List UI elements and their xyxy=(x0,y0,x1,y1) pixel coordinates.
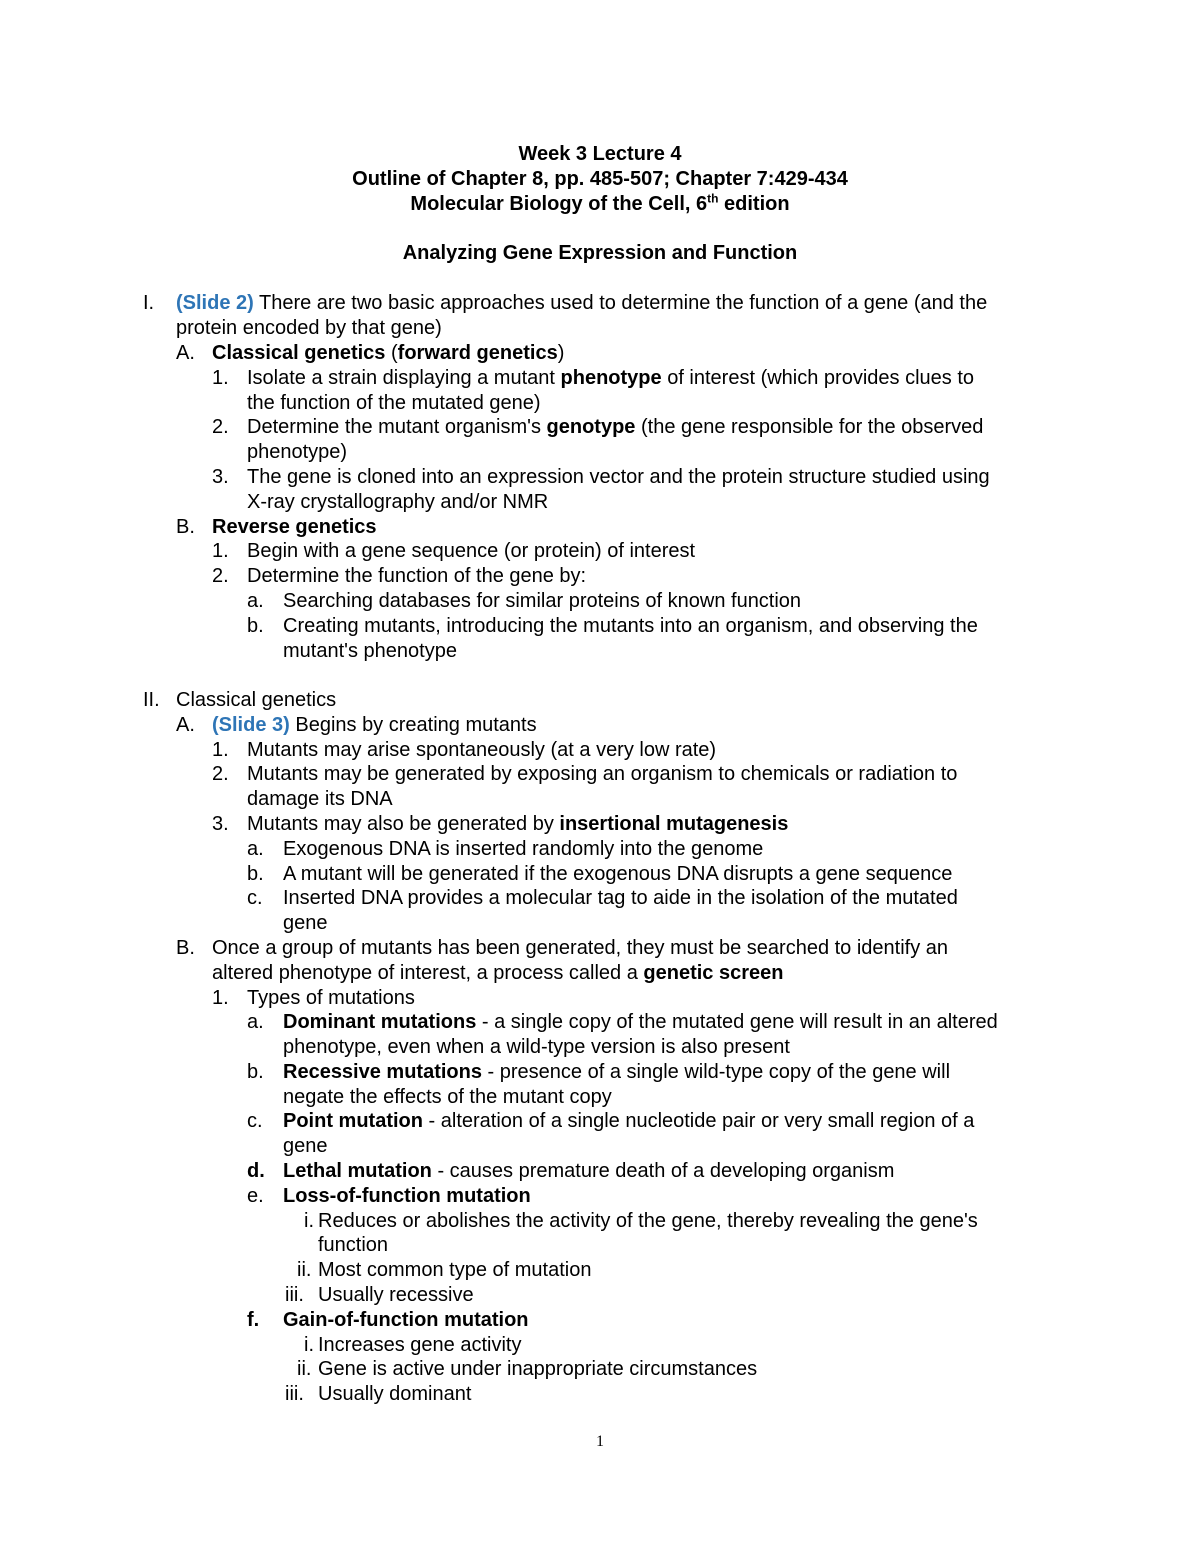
item-marker: 1. xyxy=(212,540,229,562)
item-marker: B. xyxy=(176,937,195,959)
list-item-cont: phenotype) xyxy=(247,441,348,463)
item-marker: b. xyxy=(247,1061,264,1083)
item-reverse-genetics: Reverse genetics xyxy=(212,516,377,538)
list-item: Reduces or abolishes the activity of the gene, thereby revealing the gene's xyxy=(318,1210,978,1232)
list-item-cont: gene xyxy=(283,912,328,934)
item-marker: A. xyxy=(176,342,195,364)
item-marker: B. xyxy=(176,516,195,538)
item-marker: a. xyxy=(247,1011,264,1033)
slide-ref: (Slide 3) xyxy=(212,714,290,736)
lecture-title: Week 3 Lecture 4 xyxy=(518,143,682,165)
item-marker: 1. xyxy=(212,367,229,389)
list-item-cont: gene xyxy=(283,1135,328,1157)
section-2-title: Classical genetics xyxy=(176,689,337,711)
item-marker: i. xyxy=(304,1210,314,1232)
list-item: Most common type of mutation xyxy=(318,1259,592,1281)
item-marker: i. xyxy=(304,1334,314,1356)
section-1-marker: I. xyxy=(143,292,155,314)
list-item: Mutants may be generated by exposing an organism to chemicals or radiation to xyxy=(247,763,958,785)
list-item: Recessive mutations - presence of a single wild-type copy of the gene will xyxy=(283,1061,951,1083)
item-classical-genetics: Classical genetics (forward genetics) xyxy=(212,342,565,364)
item-marker: b. xyxy=(247,863,264,885)
list-item: Mutants may arise spontaneously (at a very low rate) xyxy=(247,739,717,761)
section-2-marker: II. xyxy=(143,689,160,711)
item-marker: 2. xyxy=(212,565,229,587)
item-marker: ii. xyxy=(297,1358,312,1380)
list-item: Types of mutations xyxy=(247,987,415,1009)
section-title: Analyzing Gene Expression and Function xyxy=(402,242,798,264)
item-marker: 2. xyxy=(212,763,229,785)
list-item: The gene is cloned into an expression vector and the protein structure studied using xyxy=(247,466,990,488)
item-marker: 1. xyxy=(212,987,229,1009)
list-item: Begin with a gene sequence (or protein) of interest xyxy=(247,540,696,562)
list-item: Lethal mutation - causes premature death of a developing organism xyxy=(283,1160,895,1182)
item-marker: c. xyxy=(247,1110,263,1132)
item-marker: b. xyxy=(247,615,264,637)
item-marker: f. xyxy=(247,1309,260,1331)
item-marker: iii. xyxy=(285,1383,304,1405)
list-item: Point mutation - alteration of a single nucleotide pair or very small region of a xyxy=(283,1110,975,1132)
list-item-cont: negate the effects of the mutant copy xyxy=(283,1086,612,1108)
list-item: Determine the mutant organism's genotype (the gene responsible for the observed xyxy=(247,416,984,438)
item-marker: 1. xyxy=(212,739,229,761)
item-marker: e. xyxy=(247,1185,264,1207)
list-item-cont: mutant's phenotype xyxy=(283,640,457,662)
chapter-outline-line: Outline of Chapter 8, pp. 485-507; Chapter 7:429-434 xyxy=(352,168,848,190)
list-item: Loss-of-function mutation xyxy=(283,1185,531,1207)
list-item: Searching databases for similar proteins of known function xyxy=(283,590,802,612)
item-marker: d. xyxy=(247,1160,265,1182)
textbook-line: Molecular Biology of the Cell, 6th edition xyxy=(410,191,790,215)
item-marker: 3. xyxy=(212,813,229,835)
item-marker: A. xyxy=(176,714,195,736)
list-item-cont: the function of the mutated gene) xyxy=(247,392,541,414)
list-item-cont: phenotype, even when a wild-type version is also present xyxy=(283,1036,790,1058)
list-item: Exogenous DNA is inserted randomly into the genome xyxy=(283,838,764,860)
list-item: Increases gene activity xyxy=(318,1334,522,1356)
item-marker: 3. xyxy=(212,466,229,488)
list-item: A mutant will be generated if the exogenous DNA disrupts a gene sequence xyxy=(283,863,953,885)
item-marker: 2. xyxy=(212,416,229,438)
item-marker: a. xyxy=(247,590,264,612)
section-1-text-cont: protein encoded by that gene) xyxy=(176,317,442,339)
list-item: Dominant mutations - a single copy of the mutated gene will result in an altered xyxy=(283,1011,998,1033)
list-item-cont: X-ray crystallography and/or NMR xyxy=(247,491,549,513)
section-1-text: (Slide 2) There are two basic approaches used to determine the function of a gene (and the xyxy=(176,292,988,314)
item-marker: ii. xyxy=(297,1259,312,1281)
list-item: Mutants may also be generated by insertional mutagenesis xyxy=(247,813,789,835)
item-marker: a. xyxy=(247,838,264,860)
page-number: 1 xyxy=(596,1433,604,1450)
list-item-cont: altered phenotype of interest, a process called a genetic screen xyxy=(212,962,784,984)
list-item: Once a group of mutants has been generated, they must be searched to identify an xyxy=(212,937,949,959)
list-item-cont: damage its DNA xyxy=(247,788,393,810)
item-marker: c. xyxy=(247,887,263,909)
list-item-cont: function xyxy=(318,1234,389,1256)
list-item: Gene is active under inappropriate circumstances xyxy=(318,1358,758,1380)
list-item: Determine the function of the gene by: xyxy=(247,565,587,587)
list-item: Isolate a strain displaying a mutant phenotype of interest (which provides clues to xyxy=(247,367,975,389)
list-item: Usually recessive xyxy=(318,1284,474,1306)
list-item: Creating mutants, introducing the mutants into an organism, and observing the xyxy=(283,615,978,637)
list-item: Inserted DNA provides a molecular tag to aide in the isolation of the mutated xyxy=(283,887,958,909)
list-item: (Slide 3) Begins by creating mutants xyxy=(212,714,537,736)
slide-ref: (Slide 2) xyxy=(176,292,254,314)
item-marker: iii. xyxy=(285,1284,304,1306)
list-item: Usually dominant xyxy=(318,1383,472,1405)
list-item: Gain-of-function mutation xyxy=(283,1309,529,1331)
